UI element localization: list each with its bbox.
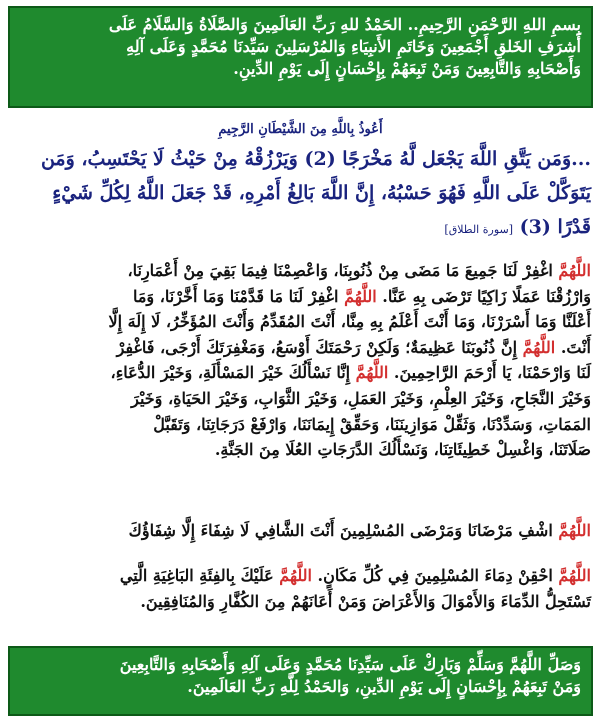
- dua-healing: [10, 518, 591, 544]
- quran-line-1: ...وَمَن يَتَّقِ اللَّهَ يَجْعَل لَّهُ مَخْرَجًا (2) وَيَرْزُقْهُ مِنْ حَيْثُ لَا يَحْتَسِبُ، وَمَن: [40, 148, 591, 170]
- dua-text: احْقِنْ دِمَاءَ المُسْلِمِينَ فِي كُلِّ مَكَانٍ.: [311, 566, 559, 585]
- footer-box: [8, 646, 593, 716]
- dua-text: اشْفِ مَرْضَانَا وَمَرْضَى المُسْلِمِينَ أَنْتَ الشَّافِي لَا شِفَاءَ إِلَّا شِفَاؤُكَ: [128, 521, 559, 540]
- allahumma-word: اللَّهُمَّ: [355, 363, 389, 383]
- footer-line-2: وَمَنْ تَبِعَهُمْ بِإِحْسَانٍ إِلَى يَوْمِ الدِّينِ، وَالحَمْدُ لِلَّهِ رَبِّ العَالَمِينَ.: [187, 677, 581, 696]
- dua-protection-line-2: [10, 589, 591, 615]
- isti3adha: أَعُوذُ بِاللَّهِ مِنَ الشَّيْطَانِ الرَّجِيمِ: [218, 122, 383, 137]
- dua-text: صَلَاتَنَا، وَاغْسِلْ خَطِيئَاتِنَا، وَنَسْأَلُكَ الدَّرَجَاتِ العُلَا مِنَ الجَنَّةِ.: [214, 440, 591, 460]
- dua-main-line-5: [10, 360, 591, 386]
- dua-main-line-3: [10, 309, 591, 335]
- dua-main-line-1: [10, 258, 591, 284]
- allahumma-word: اللَّهُمَّ: [558, 521, 591, 540]
- dua-text: أَعْلَنَّا وَمَا أَسْرَرْنَا، وَمَا أَنْتَ أَعْلَمُ بِهِ مِنَّا، أَنْتَ المُقَدِّمُ وَأَنْتَ المُؤَخِّرُ، لَا إِلَهَ إِلَّا: [108, 312, 591, 332]
- dua-main-line-8: [10, 437, 591, 463]
- footer-line-1: وَصَلِّ اللَّهُمَّ وَسَلِّمْ وَبَارِكْ عَلَى سَيِّدِنَا مُحَمَّدٍ وَعَلَى آلِهِ وَأَصْحَابِهِ وَالتَّابِعِينَ: [119, 655, 581, 674]
- dua-text: اغْفِرْ لَنَا مَا قَدَّمْنَا وَمَا أَخَّرْنَا، وَمَا: [132, 286, 345, 306]
- dua-text: إِنَّ ذُنُوبَنَا عَظِيمَةٌ؛ وَلَكِنْ رَحْمَتَكَ أَوْسَعُ، وَمَغْفِرَتَكَ أَرْجَى، فَاغْفِرْ: [116, 337, 523, 357]
- quran-verse: [10, 142, 591, 247]
- dua-main-line-2: [10, 284, 591, 310]
- dua-main-line-6: [10, 386, 591, 412]
- allahumma-word: اللَّهُمَّ: [558, 566, 591, 585]
- allahumma-word: اللَّهُمَّ: [522, 337, 556, 357]
- dua-main-line-4: [10, 335, 591, 361]
- quran-line-3-text: قَدْرًا (3): [519, 216, 591, 238]
- dua-text: إِنَّا نَسْأَلُكَ خَيْرَ المَسْأَلَةِ، وَخَيْرَ الدُّعَاءِ،: [110, 363, 356, 383]
- dua-text: تَسْتَحِلُّ الدِّمَاءَ وَالأَمْوَالَ وَالأَعْرَاضَ وَمَنْ أَعَانَهُمْ مِنَ الكُفَّارِ وَالمُنَافِقِينَ.: [140, 591, 591, 611]
- dua-text: اغْفِرْ لَنَا جَمِيعَ مَا مَضَى مِنْ ذُنُوبِنَا، وَاعْصِمْنَا فِيمَا بَقِيَ مِنْ أَعْمَارِنَا،: [127, 261, 559, 280]
- dua-text: المَمَاتِ، وَسَدِّدْنَا، وَثَقِّلْ مَوَازِينَنَا، وَحَقِّقْ إِيمَانَنَا، وَارْفَعْ دَرَجَاتِنَا، وَتَقَبَّلْ: [153, 414, 591, 434]
- quran-line-3: [10, 210, 591, 247]
- dua-text: عَلَيْكَ بِالفِئَةِ البَاغِيَةِ الَّتِي: [119, 566, 280, 585]
- dua-text: لَنَا وَارْحَمْنَا، يَا أَرْحَمَ الرَّاحِمِينَ.: [388, 363, 591, 383]
- header-line-1: بِسمِ اللهِ الرَّحْمَنِ الرَّحِيمِ.. الحَمْدُ للهِ رَبِّ العَالَمِينَ وَالصَّلَاةُ وَالسَّلَامُ عَلَى: [108, 15, 581, 34]
- dua-text: أَنْتَ.: [555, 337, 591, 357]
- header-line-3: وَأَصْحَابِهِ وَالتَّابِعِينَ وَمَنْ تَبِعَهُمْ بِإِحْسَانٍ إِلَى يَوْمِ الدِّينِ.: [233, 59, 581, 78]
- dua-main-line-7: [10, 412, 591, 438]
- dua-text: وَخَيْرَ النَّجَاحِ، وَخَيْرَ العِلْمِ، وَخَيْرَ العَمَلِ، وَخَيْرَ الثَّوَابِ، وَخَيْرَ الحَيَاةِ، وَخَيْرَ: [131, 388, 591, 408]
- allahumma-word: اللَّهُمَّ: [279, 566, 312, 585]
- dua-main: [10, 258, 591, 463]
- dua-protection-line-1: [10, 563, 591, 589]
- dua-protection: [10, 563, 591, 614]
- dua-healing-line-1: [10, 518, 591, 544]
- surah-reference: [سورة الطلاق]: [444, 223, 514, 236]
- allahumma-word: اللَّهُمَّ: [558, 261, 591, 280]
- quran-line-2: يَتَوَكَّلْ عَلَى اللَّهِ فَهُوَ حَسْبُهُ، إِنَّ اللَّهَ بَالِغُ أَمْرِهِ، قَدْ جَعَلَ اللَّهُ لِكُلِّ شَيْءٍ: [52, 182, 591, 204]
- header-line-2: أَشرَفِ الخَلقِ أَجْمَعِينَ وَخَاتَمِ الأَنبِيَاءِ وَالمُرْسَلِينَ سَيِّدنَا مُحَمَّدٍ وَعَلَى آلِهِ: [126, 37, 581, 56]
- header-box: [8, 6, 593, 108]
- dua-text: وَارْزُقْنَا عَمَلًا زَاكِيًا تَرْضَى بِهِ عَنَّا.: [376, 286, 591, 306]
- allahumma-word: اللَّهُمَّ: [344, 286, 377, 306]
